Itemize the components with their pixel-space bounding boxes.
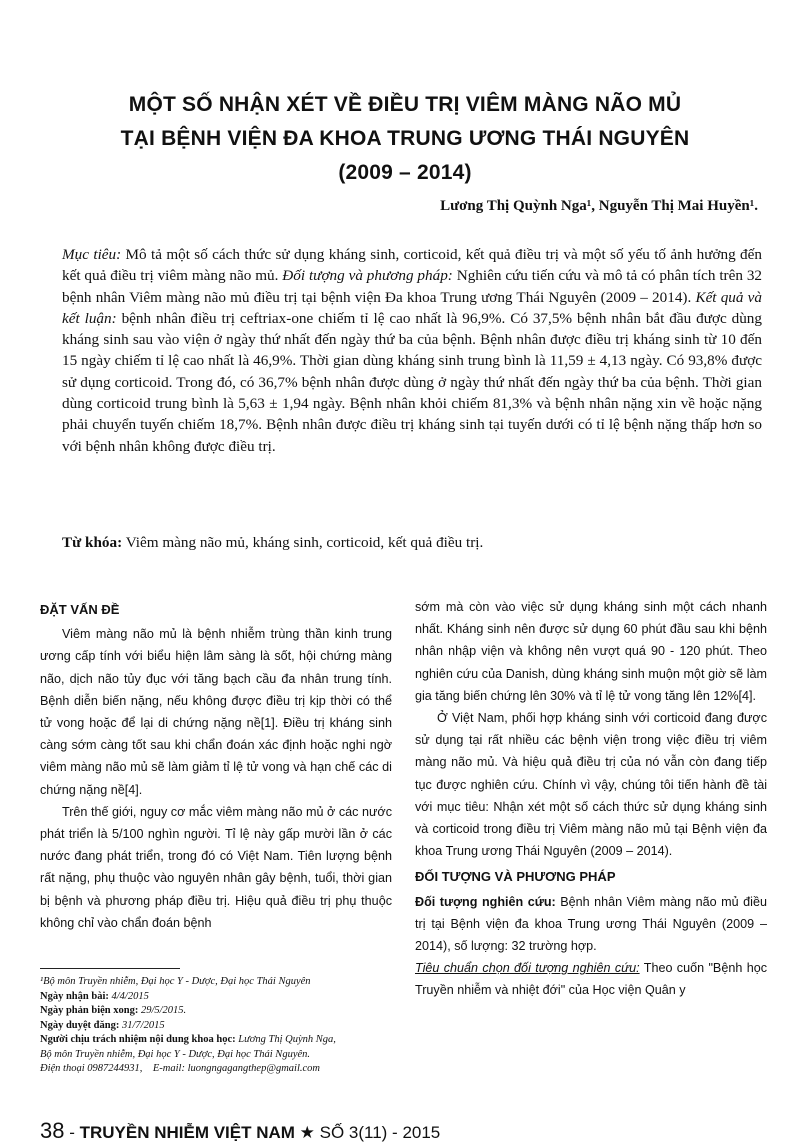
abstract-text-results: bệnh nhân điều trị ceftriax-one chiếm tỉ lệ cao nhất là 96,9%. Có 37,5% bệnh nhân bắt đầu được dùng kháng sinh sau vào viện ở ngày thứ nhất đến ngày thứ ba của bệnh. Bệnh nhân được điều trị kháng sinh từ 10 đến 15 ngày chiếm tỉ lệ cao nhất là 46,9%. Thời gian dùng kháng sinh trung bình là 11,59 ± 4,13 ngày. Có 93,8% được sử dụng corticoid. Trong đó, có 36,7% bệnh nhân được dùng ở ngày thứ nhất đến ngày thứ ba của bệnh. Thời gian dùng corticoid trung bình là 5,63 ± 1,94 ngày. Bệnh nhân khỏi chiếm 81,3% và bệnh nhân nặng xin về hoặc nặng phải chuyển tuyến chiếm 18,7%. Bệnh nhân được điều trị kháng sinh tại tuyến dưới có tỉ lệ bệnh nặng thấp hơn so với bệnh nhân không được điều trị. <box>62 309 762 455</box>
responsible-person: Lương Thị Quỳnh Nga, <box>235 1034 336 1045</box>
left-column <box>40 595 392 934</box>
keywords-label: Từ khóa: <box>62 534 123 551</box>
affiliation: ¹Bộ môn Truyền nhiễm, Đại học Y - Dược, Đại học Thái Nguyên <box>40 976 311 987</box>
accepted-label: Ngày duyệt đăng: <box>40 1019 120 1031</box>
phone: Điện thoại 0987244931, <box>40 1063 143 1074</box>
page-number: 38 <box>40 1118 65 1143</box>
paragraph-text: Theo cuốn "Bệnh học Truyền nhiễm và nhiệt đới" của Học viện Quân y <box>415 961 767 998</box>
title-line-1: MỘT SỐ NHẬN XÉT VỀ ĐIỀU TRỊ VIÊM MÀNG NÃO MỦ <box>128 93 682 116</box>
right-column <box>415 596 767 1002</box>
title-line-3: (2009 – 2014) <box>338 161 472 184</box>
paragraph-text: Bệnh nhân Viêm màng não mủ điều trị tại Bệnh viện đa khoa Trung ương Thái Nguyên (2009 – 2014), số lượng: 32 trường hợp. <box>415 894 767 954</box>
subheading: Tiêu chuẩn chọn đối tượng nghiên cứu: <box>415 961 640 976</box>
accepted-date: 31/7/2015 <box>119 1019 165 1031</box>
section-heading-methods: ĐỐI TƯỢNG VÀ PHƯƠNG PHÁP <box>415 869 616 885</box>
reviewed-date: 29/5/2015. <box>138 1005 187 1016</box>
received-label: Ngày nhận bài: <box>40 990 109 1002</box>
abstract-label-results: Kết quả và kết luận: <box>62 288 762 327</box>
abstract-text-objective: Mô tả một số cách thức sử dụng kháng sinh, corticoid, kết quả điều trị và một số yếu tố ảnh hưởng đến kết quả điều trị viêm màng não mủ. <box>62 246 762 285</box>
received-date: 4/4/2015 <box>108 990 149 1002</box>
responsible-label: Người chịu trách nhiệm nội dung khoa học: <box>40 1034 236 1045</box>
reviewed-label: Ngày phản biện xong: <box>40 1005 139 1016</box>
keywords-text: Viêm màng não mủ, kháng sinh, corticoid, kết quả điều trị. <box>122 534 484 551</box>
section-heading-introduction: ĐẶT VẤN ĐỀ <box>40 602 120 617</box>
abstract-text-methods: Nghiên cứu tiến cứu và mô tả có phân tích trên 32 bệnh nhân Viêm màng não mủ điều trị tại bệnh viện Đa khoa Trung ương Thái Nguyên (2009 – 2014). <box>62 267 763 306</box>
title-line-2: TẠI BỆNH VIỆN ĐA KHOA TRUNG ƯƠNG THÁI NGUYÊN <box>120 127 690 150</box>
responsible-affiliation: Bộ môn Truyền nhiễm, Đại học Y - Dược, Đại học Thái Nguyên. <box>40 1048 311 1060</box>
paragraph <box>415 957 767 1001</box>
article-title <box>60 88 750 190</box>
footnote-divider <box>40 968 180 969</box>
paragraph: sớm mà còn vào việc sử dụng kháng sinh một cách nhanh nhất. Kháng sinh nên được sử dụng 60 phút đầu sau khi bệnh nhân nhập viện và không nên vượt quá 90 - 120 phút. Theo nghiên cứu của Danish, dùng kháng sinh muộn một giờ sẽ làm gia tăng biến chứng lên 30% và tỉ lệ tử vong tăng lên 12%[4]. <box>415 600 767 703</box>
issue: SỐ 3(11) - 2015 <box>319 1123 441 1142</box>
keywords <box>62 534 762 552</box>
email: E-mail: luongngagangthep@gmail.com <box>152 1063 321 1074</box>
abstract-label-methods: Đối tượng và phương pháp: <box>282 267 453 285</box>
authors: Lương Thị Quỳnh Nga¹, Nguyễn Thị Mai Huyền¹. <box>440 198 758 214</box>
abstract-label-objective: Mục tiêu: <box>62 246 122 263</box>
subheading: Đối tượng nghiên cứu: <box>415 894 556 909</box>
star-icon: ★ <box>294 1123 320 1142</box>
page-footer <box>40 1118 440 1144</box>
paragraph: Viêm màng não mủ là bệnh nhiễm trùng thần kinh trung ương cấp tính với biểu hiện lâm sàng là sốt, hội chứng màng não, dịch não tủy đục với tăng bạch cầu đa nhân trung tính. Bệnh diễn biến nặng, nếu không được điều trị kịp thời có thể tử vong hoặc để lại di chứng nặng nề[1]. Điều trị kháng sinh càng sớm càng tốt sau khi chẩn đoán xác định hoặc nghi ngờ viêm màng não mủ sẽ làm giảm tỉ lệ tử vong và hạn chế các di chứng nặng nề[4]. <box>40 627 392 797</box>
footer-separator: - <box>64 1123 80 1142</box>
paragraph: Trên thế giới, nguy cơ mắc viêm màng não mủ ở các nước phát triển là 5/100 nghìn người. Tỉ lệ này gấp mười lần ở các nước đang phát triển, trong đó có Việt Nam. Tiên lượng bệnh rất nặng, phụ thuộc vào nguyên nhân gây bệnh, tuổi, thời gian bị bệnh và phương pháp điều trị. Hiệu quả điều trị phụ thuộc không chỉ vào chẩn đoán bệnh <box>40 804 392 930</box>
footnotes <box>40 975 336 1077</box>
paragraph <box>415 891 767 958</box>
abstract <box>62 244 762 457</box>
journal-name: TRUYỀN NHIỄM VIỆT NAM <box>79 1123 295 1142</box>
paragraph: Ở Việt Nam, phối hợp kháng sinh với corticoid đang được sử dụng tại rất nhiều các bệnh viện trong việc điều trị viêm màng não mủ. Và hiệu quả điều trị của nó vẫn còn đang tiếp tục được nghiên cứu. Chính vì vậy, chúng tôi tiến hành đề tài với mục tiêu: Nhận xét một số cách thức sử dụng kháng sinh và corticoid trong điều trị Viêm màng não mủ tại Bệnh viện đa khoa Trung ương Thái Nguyên (2009 – 2014). <box>415 711 767 859</box>
